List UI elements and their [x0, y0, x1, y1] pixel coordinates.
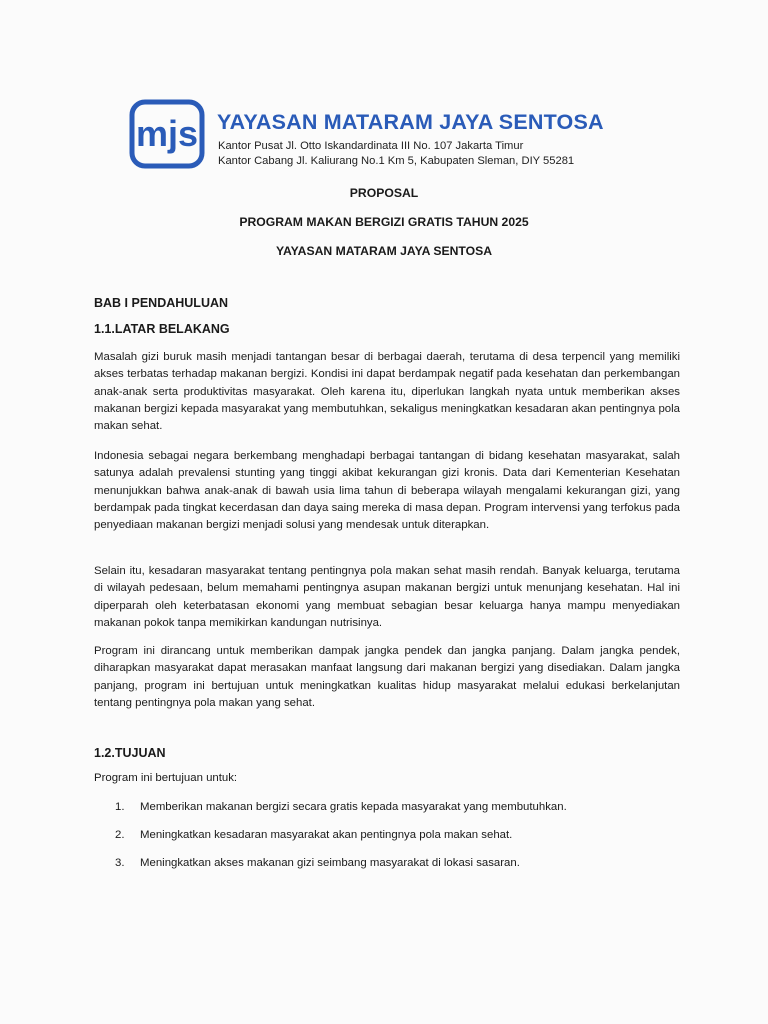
list-item	[115, 801, 567, 813]
section-heading-objectives: 1.2.TUJUAN	[94, 746, 166, 760]
paragraph: Masalah gizi buruk masih menjadi tantangan besar di berbagai daerah, terutama di desa terpencil yang memiliki akses terbatas terhadap makanan bergizi. Kondisi ini dapat berdampak negatif pada kesehatan dan perkembangan anak-anak serta produktivitas masyarakat. Oleh karena itu, diperlukan langkah nyata untuk memberikan akses makanan bergizi kepada masyarakat yang membutuhkan, sekaligus meningkatkan kesadaran akan pentingnya pola makan sehat.	[94, 351, 680, 433]
organization-title: YAYASAN MATARAM JAYA SENTOSA	[275, 244, 493, 258]
list-text: Meningkatkan kesadaran masyarakat akan pentingnya pola makan sehat.	[140, 829, 513, 841]
paragraph: Selain itu, kesadaran masyarakat tentang pentingnya pola makan sehat masih rendah. Banyak keluarga, terutama di wilayah pedesaan, belum memahami pentingnya asupan makanan bergizi untuk menunjang kesehatan. Hal ini diperparah oleh keterbatasan ekonomi yang membuat sebagian besar keluarga hanya mampu menyediakan makanan pokok tanpa memikirkan kandungan nutrisinya.	[94, 565, 680, 629]
chapter-heading: BAB I PENDAHULUAN	[94, 296, 229, 310]
objectives-intro: Program ini bertujuan untuk:	[94, 772, 238, 784]
organization-name: YAYASAN MATARAM JAYA SENTOSA	[217, 110, 604, 134]
paragraph: Indonesia sebagai negara berkembang menghadapi berbagai tantangan di bidang kesehatan masyarakat, salah satunya adalah prevalensi stunting yang tinggi akibat kekurangan gizi kronis. Data dari Kementerian Kesehatan menunjukkan bahwa anak-anak di bawah usia lima tahun di beberapa wilayah mengalami kekurangan gizi, yang berdampak pada tingkat kecerdasan dan daya saing mereka di masa depan. Program intervensi yang terfokus pada penyediaan makanan bergizi menjadi solusi yang mendesak untuk diterapkan.	[94, 450, 680, 532]
list-text: Memberikan makanan bergizi secara gratis kepada masyarakat yang membutuhkan.	[140, 801, 567, 813]
paragraph: Program ini dirancang untuk memberikan dampak jangka pendek dan jangka panjang. Dalam jangka pendek, diharapkan masyarakat dapat merasakan manfaat langsung dari makanan bergizi yang disediakan. Dalam jangka panjang, program ini bertujuan untuk meningkatkan kualitas hidup masyarakat melalui edukasi berkelanjutan tentang pentingnya pola makan yang sehat.	[94, 645, 680, 709]
list-number: 1.	[115, 801, 125, 813]
head-office-address: Kantor Pusat Jl. Otto Iskandardinata III No. 107 Jakarta Timur	[218, 140, 524, 152]
program-title: PROGRAM MAKAN BERGIZI GRATIS TAHUN 2025	[239, 215, 529, 229]
foundation-logo-icon	[129, 99, 205, 169]
list-text: Meningkatkan akses makanan gizi seimbang masyarakat di lokasi sasaran.	[140, 857, 520, 869]
section-heading-background: 1.1.LATAR BELAKANG	[94, 322, 230, 336]
list-number: 3.	[115, 857, 125, 869]
list-item	[115, 829, 512, 841]
svg-text:mjs: mjs	[135, 113, 199, 154]
list-number: 2.	[115, 829, 125, 841]
list-item	[115, 857, 520, 869]
document-type-title: PROPOSAL	[349, 186, 419, 200]
branch-office-address: Kantor Cabang Jl. Kaliurang No.1 Km 5, Kabupaten Sleman, DIY 55281	[218, 155, 575, 167]
